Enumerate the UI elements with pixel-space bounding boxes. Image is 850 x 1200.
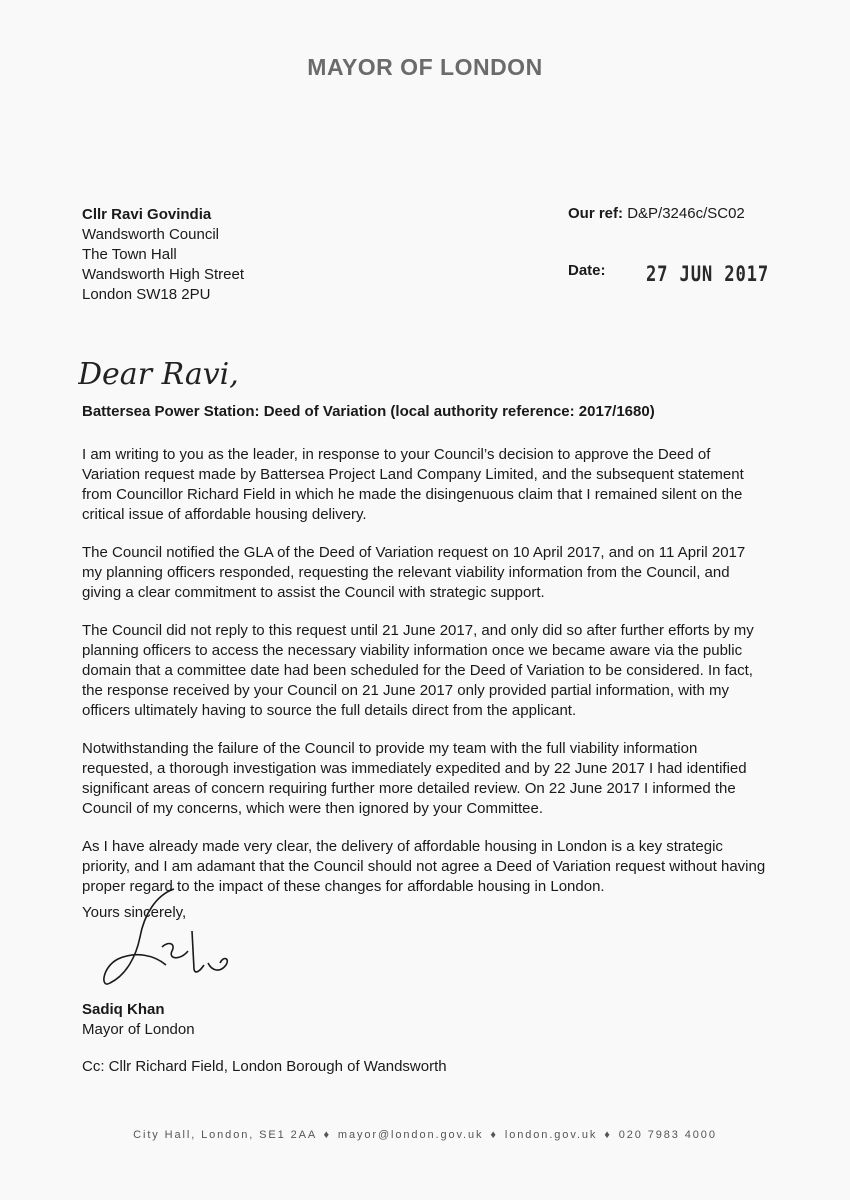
date-label: Date:: [568, 262, 606, 279]
separator-icon: ♦: [323, 1129, 331, 1141]
signatory: [82, 1000, 195, 1040]
cc-line: Cc: Cllr Richard Field, London Borough of Wandsworth: [82, 1058, 447, 1075]
footer-contact: [0, 1129, 850, 1141]
recipient-line: The Town Hall: [82, 246, 177, 263]
recipient-name: Cllr Ravi Govindia: [82, 206, 212, 223]
body-paragraph: Notwithstanding the failure of the Council to provide my team with the full viability information requested, a thorough investigation was immediately expedited and by 22 June 2017 I had identified significant areas of concern requiring further more detailed review. On 22 June 2017 I informed the Council of my concerns, which were then ignored by your Committee.: [82, 740, 747, 817]
body-paragraph: As I have already made very clear, the delivery of affordable housing in London is a key strategic priority, and I am adamant that the Council should not agree a Deed of Variation request without having proper regard to the impact of these changes for affordable housing in London.: [82, 838, 766, 895]
closing: Yours sincerely,: [82, 904, 187, 921]
recipient-line: London SW18 2PU: [82, 286, 211, 303]
body-paragraph: The Council did not reply to this request until 21 June 2017, and only did so after further efforts by my planning officers to access the necessary viability information once we became aware via the public domain that a committee date had been scheduled for the Deed of Variation to be considered. In fact, the response received by your Council on 21 June 2017 only provided partial information, with my officers ultimately having to source the full details direct from the applicant.: [82, 622, 754, 719]
recipient-address: [82, 205, 244, 305]
reference-value: D&P/3246c/SC02: [627, 205, 745, 222]
reference: [568, 205, 745, 222]
letterhead-title: MAYOR OF LONDON: [307, 54, 543, 80]
recipient-line: Wandsworth High Street: [82, 266, 245, 283]
footer-address: City Hall, London, SE1 2AA: [133, 1129, 317, 1141]
salutation-handwriting: [78, 352, 238, 402]
footer-phone: 020 7983 4000: [618, 1129, 717, 1141]
footer-website: london.gov.uk: [504, 1129, 598, 1141]
signatory-name: Sadiq Khan: [82, 1001, 165, 1018]
letter-body: [82, 445, 767, 915]
separator-icon: ♦: [604, 1129, 612, 1141]
salutation-text: Dear Ravi,: [78, 357, 238, 392]
signatory-title: Mayor of London: [82, 1021, 195, 1038]
reference-label: Our ref:: [568, 205, 624, 222]
signature-image: [96, 885, 256, 1000]
letter-subject: Battersea Power Station: Deed of Variation (local authority reference: 2017/1680): [82, 403, 655, 420]
signature-scribble: [96, 885, 256, 995]
handwritten-salutation: [78, 352, 238, 407]
body-paragraph: The Council notified the GLA of the Deed of Variation request on 10 April 2017, and on 11 April 2017 my planning officers responded, requesting the relevant viability information from the Council, and giving a clear commitment to assist the Council with strategic support.: [82, 544, 746, 601]
separator-icon: ♦: [490, 1129, 498, 1141]
recipient-line: Wandsworth Council: [82, 226, 219, 243]
body-paragraph: I am writing to you as the leader, in response to your Council’s decision to approve the Deed of Variation request made by Battersea Project Land Company Limited, and the subsequent statement from Councillor Richard Field in which he made the disingenuous claim that I remained silent on the critical issue of affordable housing delivery.: [82, 446, 744, 523]
footer-email: mayor@london.gov.uk: [337, 1129, 484, 1141]
date-stamp: 27 JUN 2017: [646, 262, 770, 286]
